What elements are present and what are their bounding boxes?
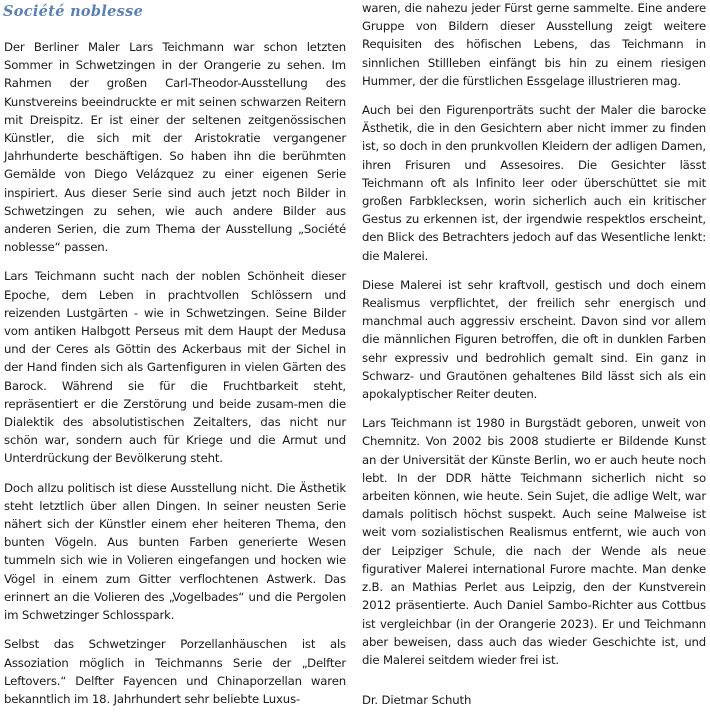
left-column <box>4 38 346 719</box>
paragraph: Auch bei den Figurenporträts sucht der Maler die barocke Ästhetik, die in den Gesichtern aber nicht immer zu finden ist, so doch in den prunkvollen Kleidern der adligen Damen, ihren Frisuren und Assesoires. Die Gesichter lässt Teichmann oft als Infinito leer oder überschüttet sie mit großen Farbklecksen, worin sicherlich auch ein kritischer Gestus zu erkennen ist, der irgendwie respektlos erscheint, den Blick des Betrachters jedoch auf das Wesentliche lenkt: die Malerei. <box>362 103 706 263</box>
paragraph: Lars Teichmann sucht nach der noblen Schönheit dieser Epoche, dem Leben in prachtvollen Schlössern und reizenden Lustgärten - wie in Schwetzingen. Seine Bilder vom antiken Halbgott Perseus mit dem Haupt der Medusa und der Ceres als Göttin des Ackerbaus mit der Sichel in der Hand finden sich als Gartenfiguren in vielen Gärten des Barock. Während sie für die Fruchtbarkeit steht, repräsentiert er die Zerstörung und beide zusam-men die Dialektik des absolutistischen Zeitalters, das nicht nur schön war, sondern auch für Kriege und die Armut und Unterdrückung der Bevölkerung steht. <box>4 269 346 466</box>
author-signature: Dr. Dietmar Schuth <box>362 693 472 708</box>
paragraph: waren, die nahezu jeder Fürst gerne sammelte. Eine andere Gruppe von Bildern dieser Ausstellung zeigt weitere Requisiten des höfischen Lebens, das Teichmann in sinnlichen Stillleben einfängt bis hin zu einem riesigen Hummer, der die fürstlichen Essgelage illustrieren mag. <box>362 1 706 88</box>
article-title: Société noblesse <box>3 3 144 20</box>
paragraph: Doch allzu politisch ist diese Ausstellung nicht. Die Ästhetik steht letztlich über allen Dingen. In seiner neusten Serie nähert sich der Künstler einem eher heiteren Thema, den bunten Vögeln. Aus bunten Farben generierte Wesen tummeln sich wie in Volieren eingefangen und hocken wie Vögel in einem zum Gitter verflochtenen Astwerk. Das erinnert an die Volieren des „Vogelbades“ und die Pergolen im Schwetzinger Schlosspark. <box>4 480 346 623</box>
paragraph: Diese Malerei ist sehr kraftvoll, gestisch und doch einem Realismus verpflichtet, der freilich sehr energisch und manchmal auch aggressiv erscheint. Davon sind vor allem die männlichen Figuren betroffen, die oft in dunklen Farben sehr expressiv und bedrohlich gemalt sind. Ein ganz in Schwarz- und Grautönen gehaltenes Bild lässt sich als ein apokalyptischer Reiter deuten. <box>362 277 706 402</box>
paragraph: Lars Teichmann ist 1980 in Burgstädt geboren, unweit von Chemnitz. Von 2002 bis 2008 studierte er Bildende Kunst an der Universität der Künste Berlin, wo er auch heute noch lebt. In der DDR hätte Teichmann sicherlich nicht so arbeiten können, wie heute. Sein Sujet, die adlige Welt, war damals politisch höchst suspekt. Auch seine Malweise ist weit vom sozialistischen Realismus entfernt, wie auch von der Leipziger Schule, die nach der Wende als neue figurativer Malerei international Furore machte. Man denke z.B. an Mathias Perlet aus Leipzig, den der Kunstverein 2012 präsentierte. Auch Daniel Sambo-Richter aus Cottbus ist vergleichbar (in der Orangerie 2023). Er und Teichmann aber beweisen, dass auch das wieder Geschichte ist, und die Malerei seitdem wieder frei ist. <box>362 416 706 667</box>
right-column <box>362 0 706 720</box>
paragraph: Der Berliner Maler Lars Teichmann war schon letzten Sommer in Schwetzingen in der Orangerie zu sehen. Im Rahmen der großen Carl-Theodor-Ausstellung des Kunstvereins beeindruckte er mit seinen schwarzen Reitern mit Dreispitz. Er ist einer der seltenen zeitgenössischen Künstler, die sich mit der Aristokratie vergangener Jahrhunderte beschäftigen. So haben ihn die berühmten Gemälde von Diego Velázquez zu einer eigenen Serie inspiriert. Aus dieser Serie sind auch jetzt noch Bilder in Schwetzingen zu sehen, wie auch andere Bilder aus anderen Serien, die zum Thema der Ausstellung „Société noblesse“ passen. <box>4 40 346 255</box>
paragraph: Selbst das Schwetzinger Porzellanhäuschen ist als Assoziation möglich in Teichmanns Serie der „Delfter Leftovers.“ Delfter Fayencen und Chinaporzellan waren bekanntlich im 18. Jahrhundert sehr beliebte Luxus- <box>4 637 346 706</box>
